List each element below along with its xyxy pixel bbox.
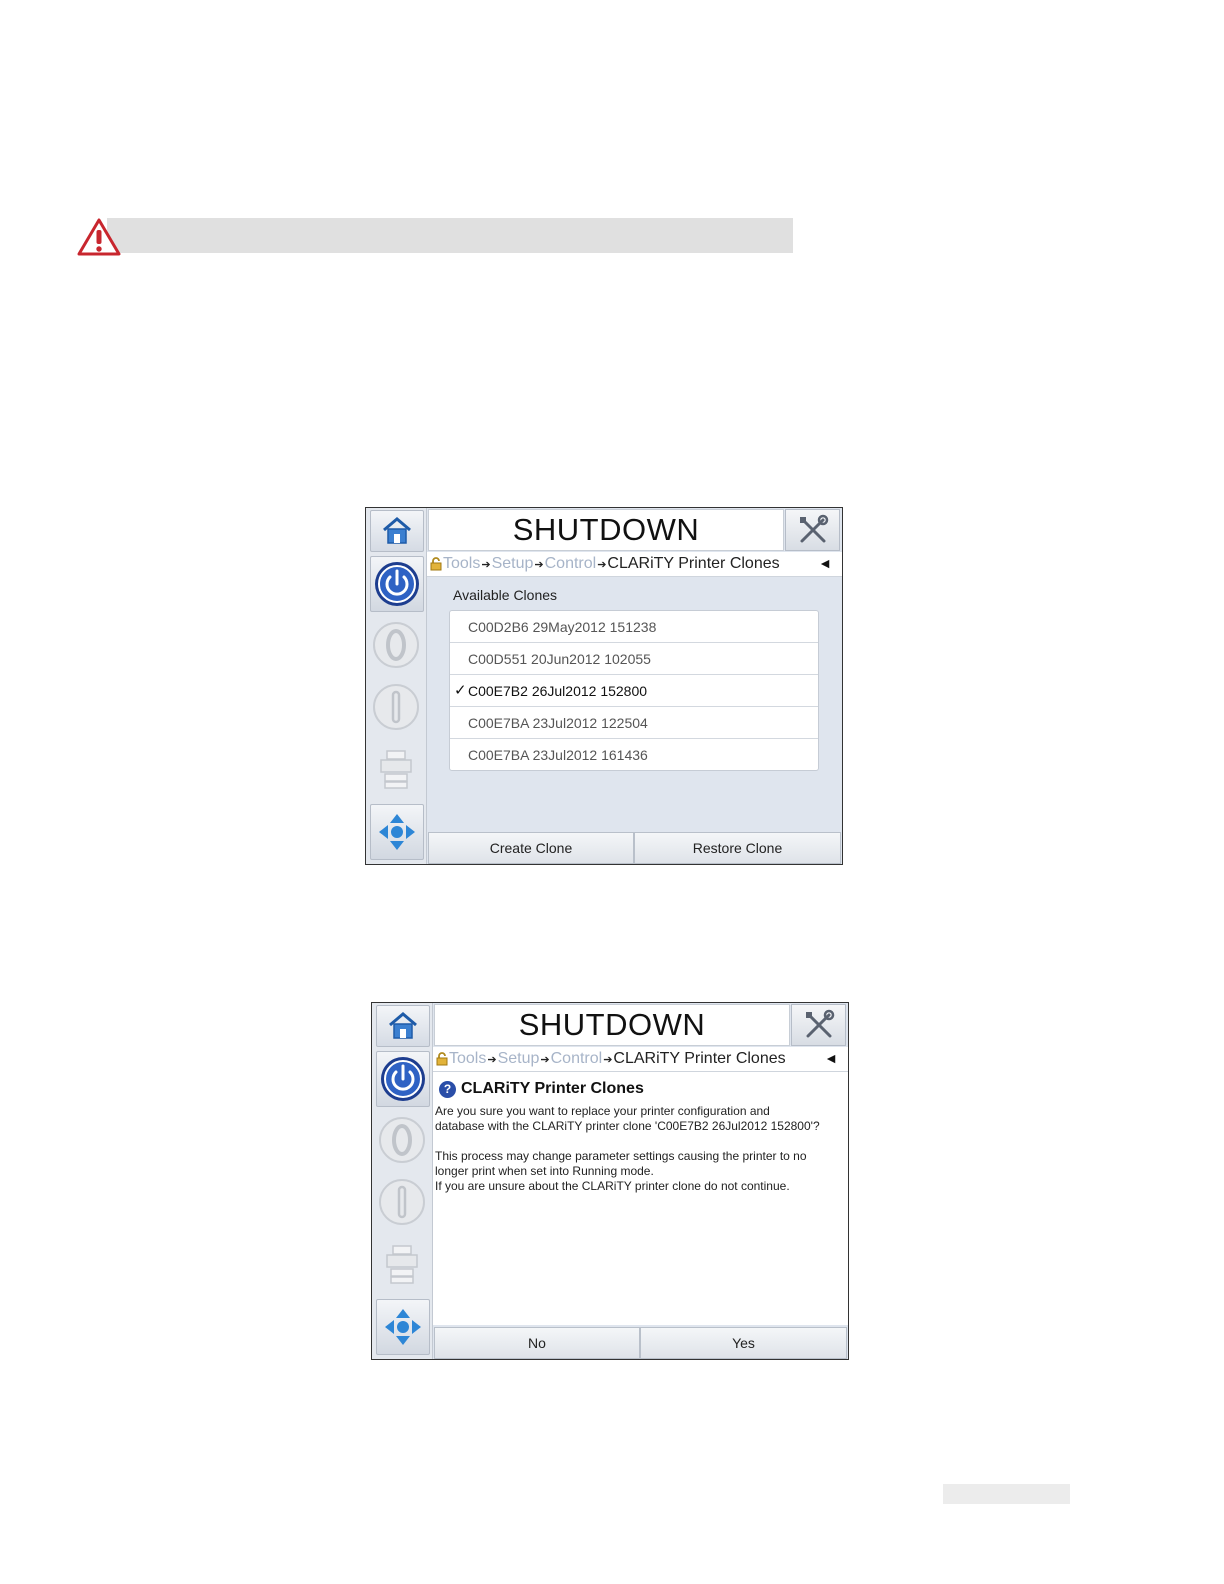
title-bar <box>427 508 842 552</box>
breadcrumb-tools[interactable]: Tools <box>449 1050 487 1067</box>
on-i-icon <box>372 683 420 731</box>
clone-label: C00D2B6 29May2012 151238 <box>468 618 657 635</box>
start-jet-button[interactable] <box>370 680 422 734</box>
breadcrumb-current: CLARiTY Printer Clones <box>607 555 780 572</box>
breadcrumb-current: CLARiTY Printer Clones <box>613 1050 786 1067</box>
dialog-title <box>439 1080 644 1098</box>
breadcrumb-setup[interactable]: Setup <box>491 555 534 572</box>
breadcrumb-arrow-icon: ➔ <box>487 1053 497 1066</box>
home-icon <box>387 1011 419 1041</box>
warning-banner <box>77 218 793 253</box>
power-button[interactable] <box>376 1051 430 1107</box>
yes-button[interactable]: Yes <box>640 1327 847 1359</box>
stop-jet-button[interactable] <box>370 618 422 672</box>
create-clone-button[interactable]: Create Clone <box>428 832 634 864</box>
checkmark-icon: ✓ <box>454 682 467 699</box>
dialog-line: database with the CLARiTY printer clone 'C00E7B2 26Jul2012 152800'? <box>435 1119 820 1133</box>
clone-list <box>449 610 819 771</box>
navigation-arrows-icon <box>377 812 417 852</box>
printer-state-title: SHUTDOWN <box>434 1004 790 1046</box>
clone-list-item[interactable] <box>450 643 818 675</box>
action-bar <box>433 1325 848 1359</box>
clone-label: C00E7B2 26Jul2012 152800 <box>468 682 648 699</box>
breadcrumb-arrow-icon: ➔ <box>534 558 544 571</box>
dialog-line: longer print when set into Running mode. <box>435 1164 654 1178</box>
warning-band <box>107 218 793 253</box>
printer-state-title: SHUTDOWN <box>428 509 784 551</box>
breadcrumb-arrow-icon: ➔ <box>597 558 607 571</box>
back-arrow-icon[interactable]: ◄ <box>818 555 832 571</box>
power-icon <box>379 1055 427 1103</box>
clone-label: C00D551 20Jun2012 102055 <box>468 650 651 667</box>
clone-list-item[interactable] <box>450 739 818 770</box>
warning-icon <box>77 218 121 256</box>
tools-button[interactable] <box>791 1004 846 1046</box>
clone-label: C00E7BA 23Jul2012 161436 <box>468 746 648 763</box>
question-icon: ? <box>439 1081 456 1098</box>
stop-jet-button[interactable] <box>376 1113 428 1167</box>
sidebar <box>366 508 427 864</box>
breadcrumb <box>427 552 842 577</box>
clone-list-screen <box>365 507 843 865</box>
clone-list-panel <box>427 577 842 830</box>
dialog-line: If you are unsure about the CLARiTY printer clone do not continue. <box>435 1179 790 1193</box>
off-o-icon <box>378 1116 426 1164</box>
tools-icon <box>803 1009 835 1041</box>
breadcrumb-arrow-icon: ➔ <box>603 1053 613 1066</box>
home-icon <box>381 516 413 546</box>
dialog-message <box>435 1104 847 1194</box>
confirm-dialog <box>433 1072 848 1325</box>
on-i-icon <box>378 1178 426 1226</box>
breadcrumb <box>433 1047 848 1072</box>
clone-list-item[interactable] <box>450 611 818 643</box>
no-button[interactable]: No <box>434 1327 640 1359</box>
breadcrumb-arrow-icon: ➔ <box>481 558 491 571</box>
navigation-button[interactable] <box>376 1299 430 1355</box>
printer-icon <box>378 749 414 791</box>
breadcrumb-tools[interactable]: Tools <box>443 555 481 572</box>
off-o-icon <box>372 621 420 669</box>
available-clones-label: Available Clones <box>453 587 558 603</box>
tools-button[interactable] <box>785 509 840 551</box>
title-bar <box>433 1003 848 1047</box>
page-footer-box <box>943 1484 1070 1504</box>
back-arrow-icon[interactable]: ◄ <box>824 1050 838 1066</box>
navigation-button[interactable] <box>370 804 424 860</box>
lock-icon <box>430 557 442 571</box>
dialog-title-text: CLARiTY Printer Clones <box>461 1080 644 1097</box>
clone-list-item-selected[interactable] <box>450 675 818 707</box>
restore-clone-button[interactable]: Restore Clone <box>634 832 841 864</box>
dialog-line: Are you sure you want to replace your printer configuration and <box>435 1104 770 1118</box>
sidebar <box>372 1003 433 1359</box>
home-button[interactable] <box>370 510 424 552</box>
clone-label: C00E7BA 23Jul2012 122504 <box>468 714 648 731</box>
dialog-line: This process may change parameter settings causing the printer to no <box>435 1149 807 1163</box>
lock-icon <box>436 1052 448 1066</box>
breadcrumb-control[interactable]: Control <box>544 555 597 572</box>
printer-button[interactable] <box>370 744 422 796</box>
tools-icon <box>797 514 829 546</box>
power-icon <box>373 560 421 608</box>
power-button[interactable] <box>370 556 424 612</box>
clone-list-item[interactable] <box>450 707 818 739</box>
restore-confirm-screen <box>371 1002 849 1360</box>
navigation-arrows-icon <box>383 1307 423 1347</box>
printer-icon <box>384 1244 420 1286</box>
breadcrumb-setup[interactable]: Setup <box>497 1050 540 1067</box>
breadcrumb-arrow-icon: ➔ <box>540 1053 550 1066</box>
start-jet-button[interactable] <box>376 1175 428 1229</box>
action-bar <box>427 830 842 864</box>
home-button[interactable] <box>376 1005 430 1047</box>
breadcrumb-control[interactable]: Control <box>550 1050 603 1067</box>
printer-button[interactable] <box>376 1239 428 1291</box>
